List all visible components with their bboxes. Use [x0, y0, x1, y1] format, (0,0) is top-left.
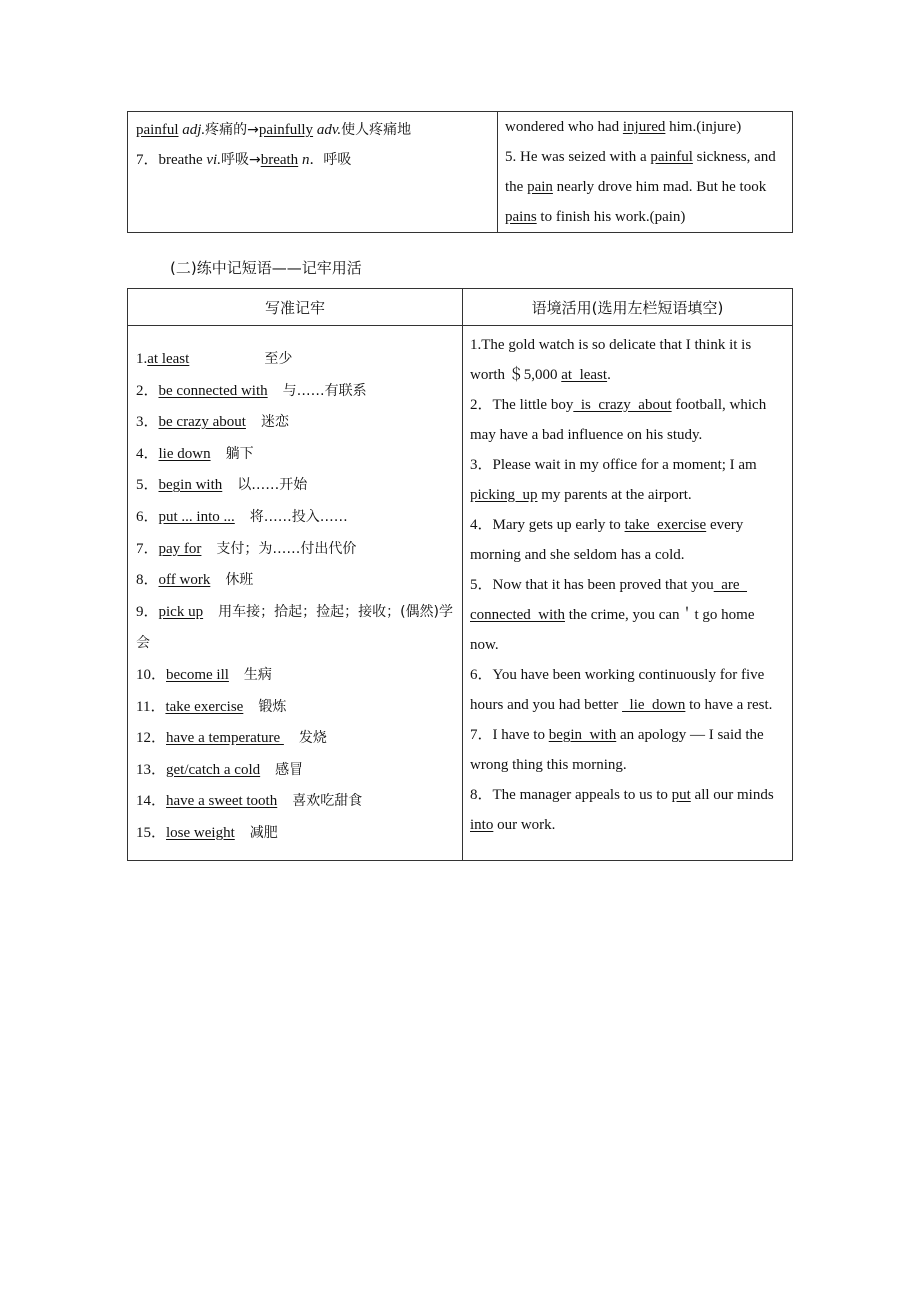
vocabulary-table-continued — [127, 111, 793, 233]
answer-blank: into — [470, 817, 494, 833]
word-painful: painful — [136, 122, 179, 138]
answer-blank: take exercise — [624, 517, 707, 533]
sentence-item — [470, 570, 786, 660]
sentence-item — [470, 780, 786, 840]
sentence-text: the crime, you can＇t go home now. — [470, 607, 755, 653]
word-forms-cell — [128, 112, 498, 233]
phrase-number: 11． — [136, 698, 166, 715]
phrase-chinese: 将……投入…… — [249, 508, 348, 525]
phrase-gap — [260, 762, 275, 778]
phrase-english: at least — [147, 351, 190, 367]
sentence-list-cell — [463, 326, 793, 861]
phrase-gap — [235, 509, 250, 525]
phrase-number: 10． — [136, 666, 167, 683]
phrase-number: 8． — [136, 572, 159, 589]
phrase-english: pay for — [158, 540, 202, 557]
pos-adv: adv. — [316, 122, 342, 138]
phrase-item — [136, 502, 456, 534]
phrase-gap — [210, 572, 225, 588]
phrase-list-cell — [128, 326, 463, 861]
word-form-line-painful: painful adj.疼痛的→painfully adv.使人疼痛地 — [136, 122, 412, 138]
sentence-item — [470, 330, 786, 390]
phrase-english: take exercise — [165, 698, 244, 715]
answer-blank: is crazy about — [573, 397, 672, 413]
answer-injured: injured — [622, 119, 666, 135]
phrase-chinese: 支付；为……付出代价 — [216, 540, 357, 557]
phrase-english: be crazy about — [158, 414, 246, 431]
phrase-english: have a sweet tooth — [166, 793, 278, 810]
answer-pains: pains — [505, 209, 537, 225]
phrase-chinese: 减肥 — [249, 824, 278, 841]
sentence-text: football, which may have a bad influence on his study. — [470, 397, 767, 443]
sentence-text: . — [607, 367, 611, 383]
phrase-gap — [235, 825, 250, 841]
sentence-text: every morning and she seldom has a cold. — [470, 517, 744, 563]
word-breath: breath — [260, 152, 299, 168]
phrase-item — [136, 597, 456, 660]
phrase-gap — [201, 541, 216, 557]
phrase-number: 15． — [136, 824, 167, 841]
answer-blank: lie down — [622, 697, 686, 713]
phrase-item — [136, 344, 456, 376]
phrase-item — [136, 723, 456, 755]
sentence-item — [470, 720, 786, 780]
phrase-english: put ... into ... — [158, 508, 235, 525]
phrase-number: 4． — [136, 445, 159, 462]
phrase-item — [136, 376, 456, 408]
phrase-item — [136, 786, 456, 818]
sentence-item — [470, 390, 786, 450]
sentence-item — [470, 450, 786, 510]
phrase-gap — [268, 383, 283, 399]
phrase-chinese: 生病 — [243, 666, 272, 683]
phrase-number: 6． — [136, 508, 159, 525]
sentence-text: my parents at the airport. — [537, 487, 692, 503]
phrase-gap — [229, 667, 244, 683]
phrase-gap — [189, 351, 264, 367]
phrase-list — [136, 344, 456, 850]
phrase-gap — [222, 477, 237, 493]
pos-adj: adj. — [182, 122, 206, 138]
sentence-line: pains to finish his work.(pain) — [505, 209, 686, 225]
phrase-number: 3． — [136, 414, 159, 431]
phrase-gap — [284, 730, 299, 746]
exercise-sentences-cell — [498, 112, 793, 233]
phrase-english: lose weight — [166, 824, 235, 841]
phrase-english: get/catch a cold — [166, 761, 261, 778]
phrase-item — [136, 660, 456, 692]
phrase-gap — [243, 699, 258, 715]
sentence-line: the pain nearly drove him mad. But he took — [505, 179, 767, 195]
phrase-gap — [211, 446, 226, 462]
phrase-chinese: 用车接；拾起；捡起；接收；(偶然)学会 — [136, 603, 454, 652]
phrase-number: 2． — [136, 382, 159, 399]
phrase-item — [136, 470, 456, 502]
answer-blank: at least — [561, 367, 608, 383]
phrase-item — [136, 692, 456, 724]
phrase-chinese: 至少 — [264, 351, 293, 367]
answer-painful: painful — [650, 149, 693, 165]
pos-n: n — [301, 152, 310, 168]
word-form-line-breathe: 7．breathe vi.呼吸→breath n．呼吸 — [136, 152, 352, 168]
phrase-english: off work — [158, 572, 211, 589]
phrase-number: 1. — [136, 351, 148, 367]
phrase-number: 14． — [136, 793, 167, 810]
phrase-item — [136, 565, 456, 597]
phrase-number: 13． — [136, 761, 167, 778]
sentence-text: our work. — [493, 817, 556, 833]
sentence-text: 4．Mary gets up early to — [470, 517, 625, 533]
phrase-english: lie down — [158, 445, 211, 462]
phrase-gap — [246, 414, 261, 430]
sentence-text: 3．Please wait in my office for a moment; I am — [470, 457, 757, 473]
sentence-text: 1.The gold watch is so delicate that I think it is worth ＄5,000 — [470, 337, 752, 383]
sentence-item — [470, 660, 786, 720]
phrase-gap — [203, 604, 218, 620]
phrase-chinese: 休班 — [225, 572, 254, 589]
header-write-remember: 写准记牢 — [128, 289, 463, 326]
sentence-text: 8．The manager appeals to us to — [470, 787, 672, 803]
phrase-number: 7． — [136, 540, 159, 557]
phrase-english: be connected with — [158, 382, 268, 399]
answer-blank: picking up — [470, 487, 538, 503]
phrase-gap — [277, 793, 292, 809]
sentence-text: 5．Now that it has been proved that you — [470, 577, 714, 593]
section-title: (二)练中记短语——记牢用活 — [170, 259, 362, 277]
phrase-chinese: 以……开始 — [237, 477, 308, 494]
word-breathe: 7．breathe — [136, 152, 207, 168]
sentence-list — [470, 330, 786, 840]
sentence-text: to have a rest. — [685, 697, 773, 713]
phrases-table — [127, 288, 793, 861]
phrase-number: 12． — [136, 730, 167, 747]
phrase-chinese: 喜欢吃甜食 — [292, 793, 363, 810]
phrase-chinese: 发烧 — [298, 730, 327, 747]
sentence-line: 5. He was seized with a painful sickness, and — [505, 149, 776, 165]
phrase-item — [136, 407, 456, 439]
sentence-text: an apology — I said the wrong thing this morning. — [470, 727, 764, 773]
answer-blank: are connected with — [470, 577, 748, 623]
phrase-item — [136, 439, 456, 471]
phrase-item — [136, 818, 456, 850]
sentence-item — [470, 510, 786, 570]
word-painfully: painfully — [258, 122, 314, 138]
answer-blank: begin with — [548, 727, 617, 743]
phrase-chinese: 躺下 — [225, 445, 254, 462]
pos-vi: vi. — [206, 152, 221, 168]
answer-blank: put — [671, 787, 691, 803]
phrase-item — [136, 534, 456, 566]
sentence-text: 2．The little boy — [470, 397, 574, 413]
phrase-english: pick up — [158, 603, 204, 620]
phrase-chinese: 迷恋 — [260, 414, 289, 431]
answer-pain: pain — [527, 179, 553, 195]
phrase-chinese: 感冒 — [275, 761, 304, 778]
phrase-chinese: 锻炼 — [258, 698, 287, 715]
phrase-item — [136, 755, 456, 787]
phrase-number: 5． — [136, 477, 159, 494]
sentence-text: 7．I have to — [470, 727, 549, 743]
phrase-english: begin with — [158, 477, 223, 494]
sentence-line: wondered who had injured him.(injure) — [505, 119, 742, 135]
sentence-text: all our minds — [690, 787, 774, 803]
phrase-english: have a temperature — [166, 730, 284, 747]
header-context-use: 语境活用(选用左栏短语填空) — [463, 289, 793, 326]
phrase-number: 9． — [136, 603, 159, 620]
sentence-text: 6．You have been working continuously for five hours and you had better — [470, 667, 765, 713]
phrase-chinese: 与……有联系 — [282, 382, 367, 399]
phrase-english: become ill — [166, 666, 229, 683]
